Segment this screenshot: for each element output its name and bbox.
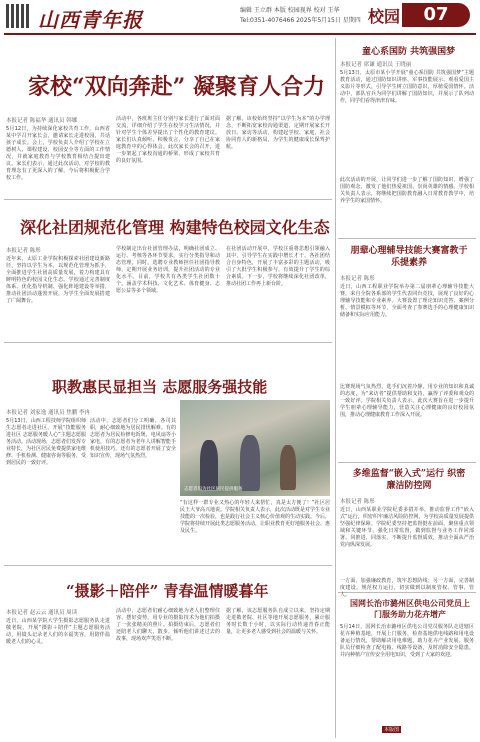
article-title: “摄影＋陪伴” 青春温情暖暮年 xyxy=(66,582,269,600)
photo-caption: 志愿者们为社区居民提供服务 xyxy=(184,487,243,492)
qr-code-icon xyxy=(6,4,30,28)
article-column: 5月12日，为持续深化家校共育工作，山西省某中学召开家长会，邀请家长走进校园，共话孩子成长。会上，学校负责人介绍了学校在立德树人、课程建设、校园安全等方面的工作情况，并就家庭教育与学校教育相结合提出建议。家长们表示，通过此次活动，对学校的教育理念有了更深入的了解，今后将积极配合学校工作。 xyxy=(6,126,110,181)
article-byline: 本报记者 陈彤 xyxy=(340,276,375,282)
article-column: 近日，山西工程职业学院举办第二届朋辈心理辅导技能大赛，来自全院各系部的学生代表同台竞技，展现了良好的心理辅导技能和专业素养。大赛设置了理论知识竞答、案例分析、情景模拟等环节，全面考查了参赛选手的心理健康知识储备和实际应用能力。 xyxy=(340,284,474,318)
article-title: 多维监督“嵌入式”运行 织密廉洁防控网 xyxy=(352,469,466,491)
article-column: 近年来，太原工业学院积极探索社团建设新路径，坚持以学生为本，以规范化管理为抓手，全面推进学生社团高质量发展，着力构建具有鲜明特色的校园文化生态。学校通过完善制度体系、优化指导机制、强化阵地建设等举措，推动社团活动蓬勃开展，为学生全面发展搭建了广阔舞台。 xyxy=(6,256,110,304)
article-column: 据了解，该志愿服务队自成立以来，坚持定期走进敬老院、社区等地开展志愿服务，累计服务时长数千小时，以实际行动传递青春正能量，让更多老人感受到社会的温暖与关怀。 xyxy=(226,608,330,635)
article-column: 一方面，加强廉政教育，筑牢思想防线；另一方面，完善制度建设，规范权力运行，切实做到以制度管权、管事、管人。 xyxy=(340,578,474,598)
article-column: 活动中，志愿者们分工明确、各司其职，耐心细致地为居民排忧解难。有的志愿者为居民检修电饭煲、电风扇等小家电，有的志愿者为老年人讲解智能手机使用技巧，还有的志愿者开展了安全知识宣传，现场气氛热烈。 xyxy=(90,418,176,459)
section-divider xyxy=(4,199,332,200)
article-column: 据了解，该校始终坚持“以学生为本”的办学理念，不断拓宽家校沟通渠道，定期开展家长开放日、家访等活动，构建起学校、家庭、社会协同育人的新格局，为学生的健康成长保驾护航。 xyxy=(226,116,330,150)
masthead-meta-line2: Tel:0351-4076466 2025年5月15日 星期四 xyxy=(240,17,361,24)
article-column: 比赛现场气氛热烈，选手们沉着冷静，用专业的知识和真诚的态度，为“来访者”提供帮助和支持，赢得了评委和观众的一致好评。学院相关负责人表示，此次大赛旨在进一步提升学生朋辈心理辅导能力，营造关注心理健康的良好校园氛围，推动心理健康教育工作深入开展。 xyxy=(340,384,474,418)
section-divider xyxy=(4,565,332,566)
article-title: 深化社团规范化管理 构建特色校园文化生态 xyxy=(20,218,330,237)
article-byline: 本报记者 陈彤 xyxy=(340,499,375,505)
masthead-meta-line1: 编辑 王立群 本版 校园视界 校对 王华 xyxy=(240,7,340,14)
article-title: 职教惠民显担当 志愿服务强技能 xyxy=(52,378,268,396)
article-column: 5月14日，国网长治市潞州区供电公司党员服务队走进辖区花卉种植基地，开展上门服务，检查基地供电线路和用电设备运行情况，帮助解决用电难题，助力花卉产业发展。服务队员仔细检查了配电箱、线路等设备，及时消除安全隐患，并向种植户宣传安全用电知识，受到了大家的欢迎。 xyxy=(340,624,474,658)
article-title: 童心系国防 共筑强国梦 xyxy=(362,47,456,57)
section-divider xyxy=(338,592,476,593)
section-divider xyxy=(4,342,332,343)
article-byline: 本报记者 陈彤 xyxy=(6,248,41,254)
section-divider xyxy=(338,462,476,463)
article-column: 5月13日，太原市某小学开展“童心系国防 共筑强国梦”主题教育活动，通过国防知识讲座、军事技能展示、观看爱国主义影片等形式，引导学生树立国防意识，厚植爱国情怀。活动中，部队官兵为同学们讲解了国防知识，并展示了队列动作，同学们看得津津有味。 xyxy=(340,70,474,104)
news-photo xyxy=(180,400,330,496)
article-byline: 本报记者 刘家逸 通讯员 焦鹏 李冉 xyxy=(6,410,90,416)
section-name: 校园 xyxy=(368,7,401,26)
column-divider xyxy=(335,38,336,738)
article-title: 家校“双向奔赴” 凝聚育人合力 xyxy=(28,74,325,100)
article-column: 活动中，志愿者们耐心细致地为老人们整理仪容、摆好姿势，用专业的摄影技术为他们拍摄了一张张精美的照片。拍摄结束后，志愿者们还陪老人们聊天、散步，倾听他们讲述过去的故事，现场欢声笑语不断。 xyxy=(116,608,220,642)
masthead xyxy=(0,0,480,38)
article-title: 朋辈心理辅导技能大赛富教于乐提素养 xyxy=(350,246,468,268)
article-column: 在社团活动开展中，学校注重将思想引领融入其中，引导学生在实践中增长才干。各社团结合自身特色，开展了丰富多彩的主题活动，吸引了大批学生积极参与，有效提升了学生的综合素质。下一步，学校将继续深化社团改革，推动社团工作再上新台阶。 xyxy=(226,246,330,287)
article-column: 5月13日，山西工程技师学院组织师生志愿者走进社区，开展“技能服务进社区 志愿服务暖人心”主题志愿服务活动。活动现场，志愿者们发挥专业特长，为社区居民免费提供家电维修、手机检测、健康咨询等服务，受到居民的一致好评。 xyxy=(6,418,87,466)
section-divider xyxy=(338,238,476,239)
page-number: 07 xyxy=(402,3,470,27)
newspaper-logo: 山西青年报 xyxy=(38,8,143,32)
article-byline: 本报记者 赵云云 通讯员 周读 xyxy=(6,610,78,616)
masthead-rule xyxy=(4,33,476,35)
page-stamp: 本版图 xyxy=(384,727,400,733)
article-column: 近日，山西某学院大学生摄影志愿服务队走进敬老院，开展“摄影＋陪伴”主题志愿服务活动，用镜头记录老人们的幸福笑容，用陪伴温暖老人们的心灵。 xyxy=(6,618,110,645)
article-byline: 本报记者 席谦 通讯员 王晓丽 xyxy=(340,62,412,68)
article-column: 学校制定出台社团管理办法，明确社团成立、运行、考核等各环节要求，实行分类指导和动态管理。同时，选聘专业教师担任社团指导教师，定期开展业务培训，提升社团活动的专业化水平。目前，学校共有各类学生社团数十个，涵盖学术科技、文化艺术、体育健身、志愿公益等多个领域。 xyxy=(116,246,220,294)
article-column: 此次活动的开展，让同学们进一步了解了国防知识，增强了国防观念，激发了他们热爱祖国、崇尚英雄的情感。学校相关负责人表示，将继续把国防教育融入日常教育教学中，培养学生的家国情怀。 xyxy=(340,177,474,204)
article-column: “有这样一群专业又热心的年轻人来帮忙，真是太方便了！”社区居民王大爷高兴地说。学院相关负责人表示，此次活动既是对学生专业技能的一次检验，也是践行社会主义核心价值观的生动实践。今后，学院将持续开展此类志愿服务活动，让职业教育更好地服务社会、惠及民生。 xyxy=(180,500,331,534)
article-column: 近日，山西某职业学院纪委多措并举，推动监督工作“嵌入式”运行，织密织牢廉洁风险防控网，为学校高质量发展提供坚强纪律保障。学院纪委坚持把监督挺在前面，聚焦重点领域和关键环节，强化日常监督，做到监督与业务工作同部署、同推进、同落实，不断提升监督质效，推动全面从严治党向纵深发展。 xyxy=(340,507,474,548)
article-column: 活动中，各班班主任分别与家长进行了面对面交流，详细介绍了学生在校学习生活情况，并针对学生个体差异提出了个性化的教育建议。家长们认真倾听、积极发言，分享了自己在家庭教育中的心得体会。此次家长会的召开，进一步架起了家校沟通的桥梁，形成了家校共育的良好氛围。 xyxy=(116,116,220,164)
article-title: 国网长治市潞州区供电公司党员上门服务助力花卉增产 xyxy=(350,598,470,619)
article-byline: 本报记者 陈福华 通讯员 韩娜 xyxy=(6,118,78,124)
